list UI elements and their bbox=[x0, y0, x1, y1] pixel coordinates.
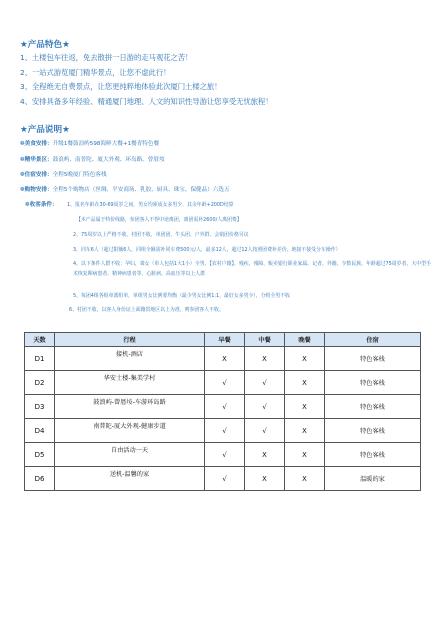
cell-dinner: X bbox=[285, 467, 325, 491]
table-row bbox=[25, 371, 421, 395]
cell-breakfast: √ bbox=[205, 443, 245, 467]
cell-breakfast: √ bbox=[205, 395, 245, 419]
header-lunch: 中餐 bbox=[245, 333, 285, 347]
row-key: ❁购物安排： bbox=[20, 187, 53, 193]
table-header-row bbox=[25, 333, 421, 347]
features-title: ★产品特色★ bbox=[20, 40, 70, 50]
cell-breakfast: √ bbox=[205, 371, 245, 395]
condition-5: 5、每团4组各组单派组单，单组男女比例要均衡（最少男女比例1:1，最好女多男少），分组全男不收 bbox=[73, 293, 291, 299]
cell-route: 南普陀-厦大外观-健康步道 bbox=[55, 419, 205, 443]
cell-route: 接机-酒店 bbox=[55, 347, 205, 371]
header-hotel: 住宿 bbox=[325, 333, 421, 347]
description-row-shopping bbox=[20, 185, 230, 193]
cell-hotel: 特色客栈 bbox=[325, 419, 421, 443]
cell-route: 送机-温馨的家 bbox=[55, 467, 205, 491]
row-value: 全程5晚厦门特色客栈 bbox=[52, 172, 107, 178]
row-key: ❁精华景区： bbox=[20, 157, 53, 163]
cell-hotel: 温暖的家 bbox=[325, 467, 421, 491]
header-dinner: 晚餐 bbox=[285, 333, 325, 347]
cell-route: 华安土楼-集美学村 bbox=[55, 371, 205, 395]
row-value: 升级1餐鼓浪屿598海鲜大餐+1餐青特色餐 bbox=[52, 141, 160, 147]
cell-dinner: X bbox=[285, 347, 325, 371]
cell-hotel: 特色客栈 bbox=[325, 347, 421, 371]
cell-route: 鼓浪屿-曾厝垵-车游环岛路 bbox=[55, 395, 205, 419]
condition-1: 1、报名年龄在30-69周岁之间，男女均须成女多男少，其余年龄+200D结算 bbox=[67, 202, 234, 208]
condition-note: 【本产品属于特价线路，参团客人不得中途离团，离团需补2600/人离团费】 bbox=[76, 217, 242, 223]
cell-dinner: X bbox=[285, 371, 325, 395]
cell-day: D1 bbox=[25, 347, 55, 371]
cell-breakfast: √ bbox=[205, 419, 245, 443]
cell-day: D5 bbox=[25, 443, 55, 467]
cell-day: D2 bbox=[25, 371, 55, 395]
table-row bbox=[25, 395, 421, 419]
table-row bbox=[25, 443, 421, 467]
condition-4: 4、以下条件人群不收：孕妇、聋女（单人包括1大1小）全男、【农村户籍】、残疾、残障、贩卖银行职业家属、记者、外籍、少数民族、年龄超过75周岁者、大中型手术恢复期病患者、精神病患者等，心脏病、高血压等以上人群 bbox=[73, 261, 431, 277]
condition-6: 6、村团不收，以客人身份证上面籍贯地区以上为准，则参团客人不收。 bbox=[69, 307, 224, 313]
description-title: ★产品说明★ bbox=[20, 125, 70, 135]
cell-lunch: X bbox=[245, 347, 285, 371]
cell-dinner: X bbox=[285, 395, 325, 419]
row-key: ❁美食安排： bbox=[20, 141, 53, 147]
description-row-scenic bbox=[20, 155, 165, 163]
row-key: ❁住宿安排： bbox=[20, 172, 53, 178]
row-value: 全程5个购物店（丝绸、平安商场、乳胶、厨具、珠宝、保健品）六选五 bbox=[52, 187, 230, 193]
cell-hotel: 特色客栈 bbox=[325, 371, 421, 395]
cell-dinner: X bbox=[285, 419, 325, 443]
feature-item-4: 4、安排具备多年经验、精通厦门地理、人文的知识性导游让您享受无忧旅程！ bbox=[20, 97, 273, 106]
cell-route: 自由活动一天 bbox=[55, 443, 205, 467]
header-route: 行程 bbox=[55, 333, 205, 347]
cell-breakfast: √ bbox=[205, 467, 245, 491]
cell-breakfast: X bbox=[205, 347, 245, 371]
cell-lunch: X bbox=[245, 443, 285, 467]
table-row bbox=[25, 467, 421, 491]
itinerary-table bbox=[24, 332, 421, 491]
table-row bbox=[25, 419, 421, 443]
description-row-meals bbox=[20, 139, 159, 147]
feature-item-3: 3、全程绝无自费景点，让您更纯粹地体验此次厦门土楼之旅！ bbox=[20, 82, 222, 91]
header-day: 天数 bbox=[25, 333, 55, 347]
feature-item-1: 1、土楼包车往返，免去散拼一日游的走马观花之苦！ bbox=[20, 53, 193, 62]
cell-lunch: √ bbox=[245, 395, 285, 419]
description-row-conditions bbox=[25, 200, 58, 208]
cell-hotel: 特色客栈 bbox=[325, 395, 421, 419]
condition-2: 2、75周岁以上严格不收，村团不收，单团团、牛头团、户外群、会销团价格另议 bbox=[73, 232, 249, 238]
cell-lunch: √ bbox=[245, 371, 285, 395]
cell-day: D3 bbox=[25, 395, 55, 419]
cell-hotel: 特色客栈 bbox=[325, 443, 421, 467]
feature-item-2: 2、一站式游览厦门精华景点，让您不虚此行！ bbox=[20, 68, 171, 77]
condition-3: 3、同车6人（超过限额6人，同组全额需补同车费500元/人，最多12人，超过12人按照团费补差价，地接不接受分车操作） bbox=[73, 247, 341, 253]
row-key: ❁收客条件： bbox=[25, 202, 58, 208]
description-row-hotel bbox=[20, 170, 107, 178]
row-value: 鼓浪屿、南普陀、厦大外观、环岛路、曾厝垵 bbox=[52, 157, 165, 163]
cell-lunch: X bbox=[245, 467, 285, 491]
cell-day: D4 bbox=[25, 419, 55, 443]
cell-dinner: X bbox=[285, 443, 325, 467]
header-breakfast: 早餐 bbox=[205, 333, 245, 347]
table-row bbox=[25, 347, 421, 371]
cell-day: D6 bbox=[25, 467, 55, 491]
cell-lunch: √ bbox=[245, 419, 285, 443]
